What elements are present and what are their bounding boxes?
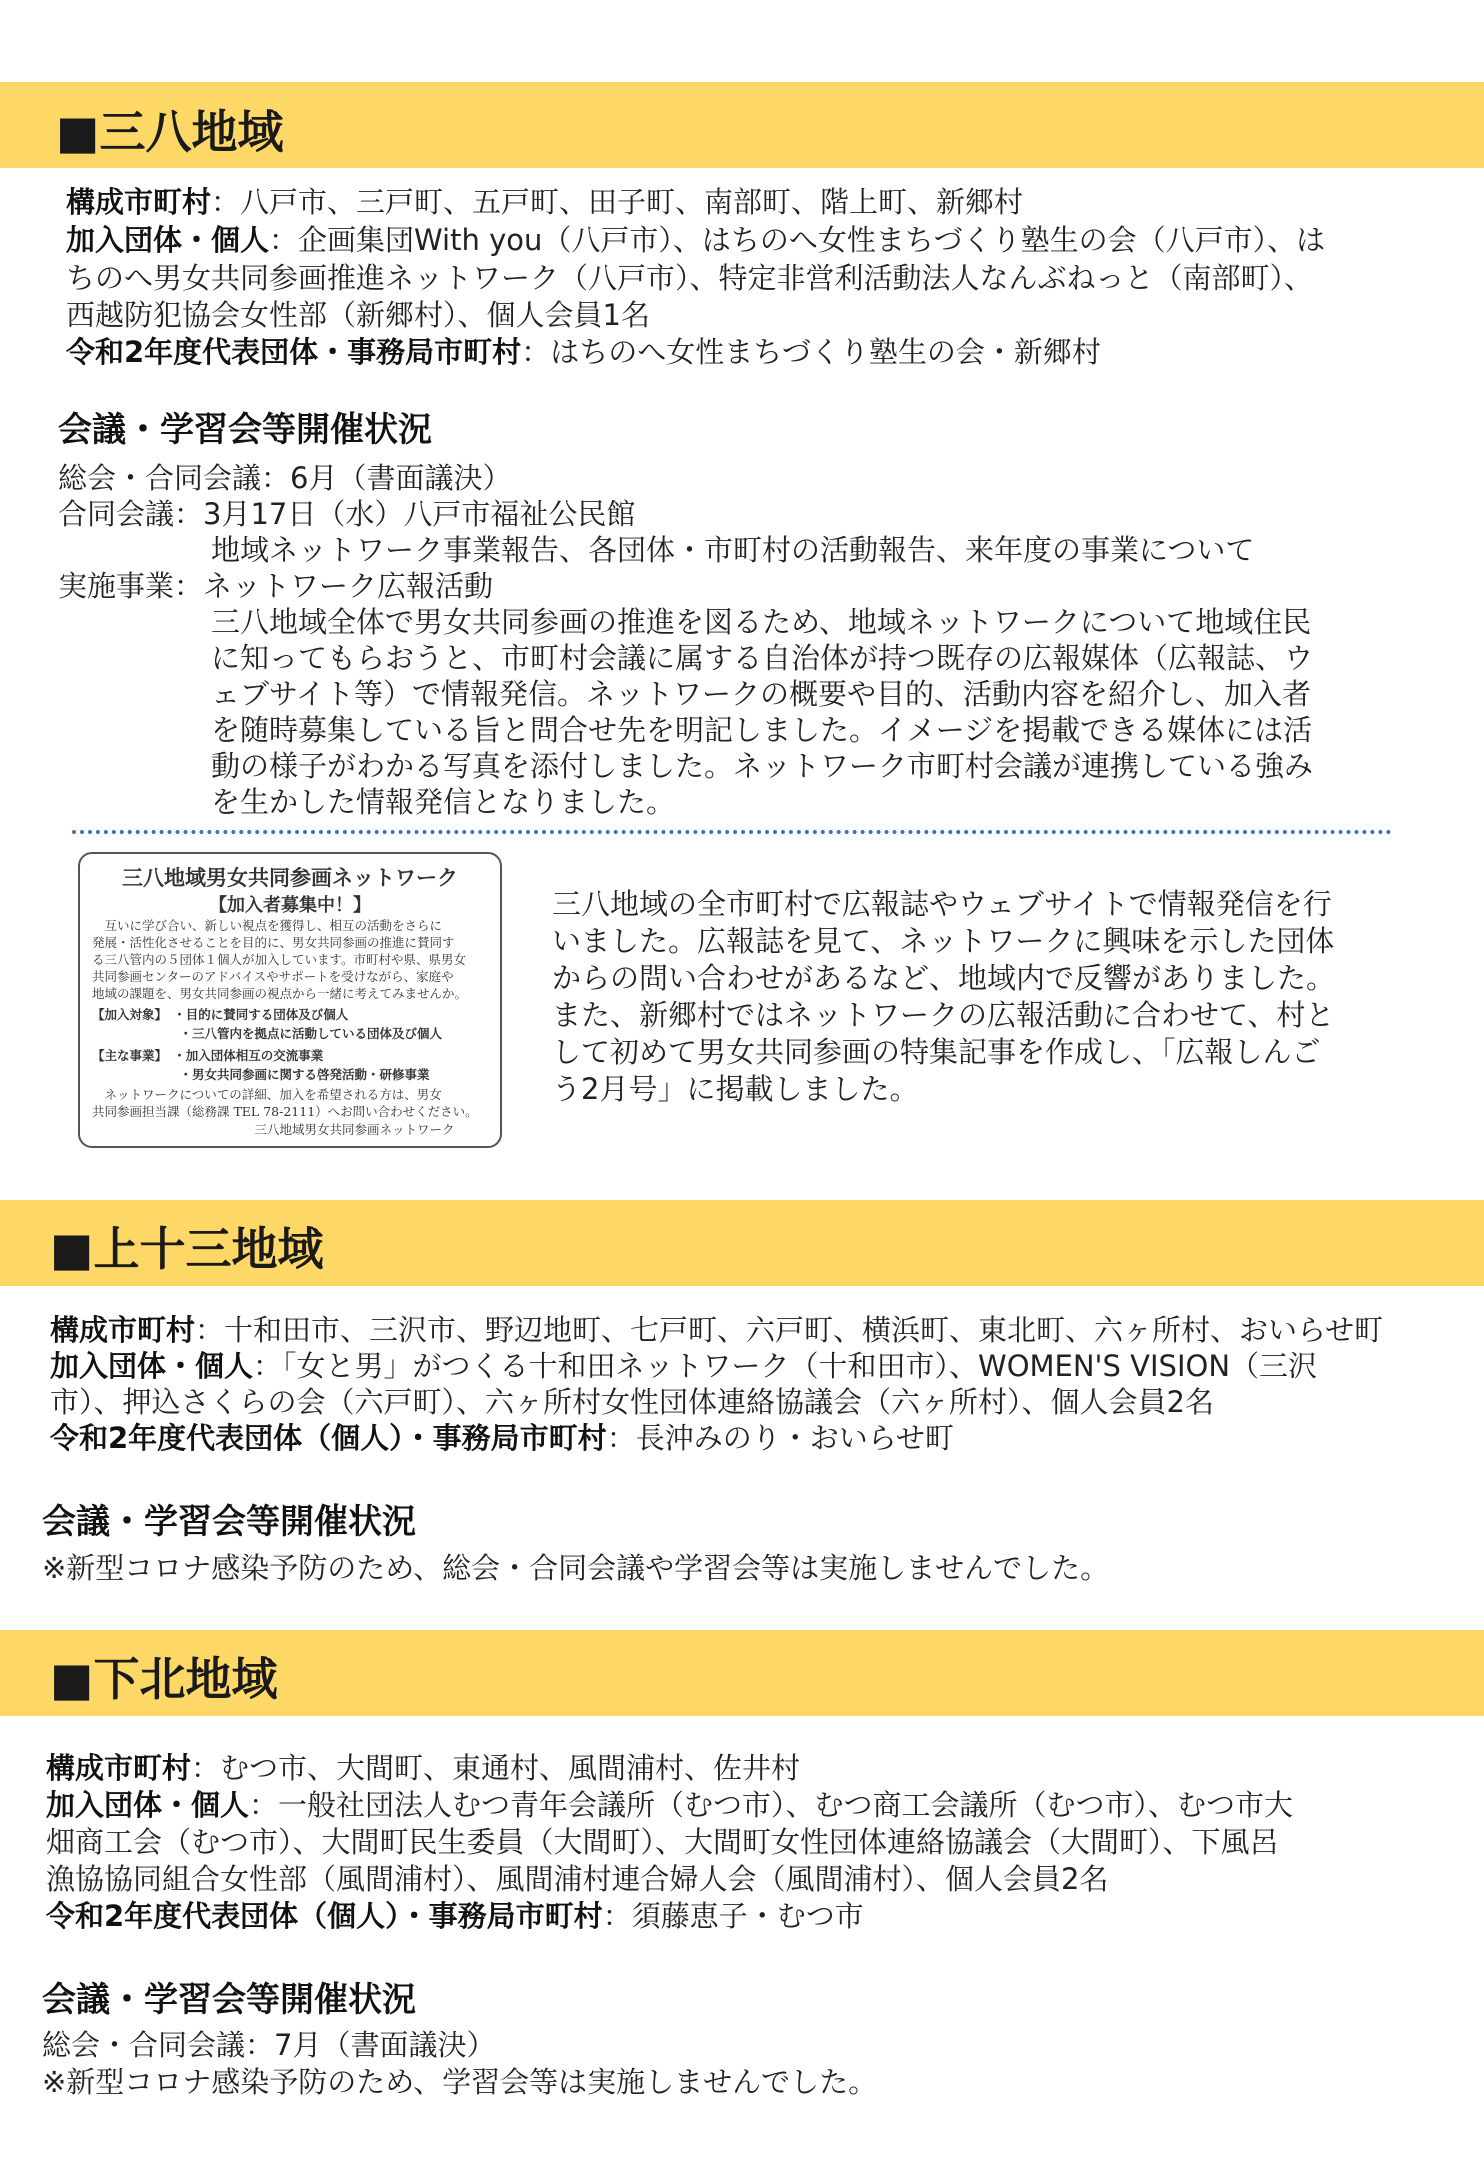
outcome-text-line: いました。広報誌を見て、ネットワークに興味を示した団体 — [552, 924, 1335, 958]
members-label: 構成市町村 — [50, 1313, 196, 1347]
recruitment-flyer-image — [78, 852, 502, 1148]
representative-line — [46, 1897, 864, 1935]
project-body-line: を随時募集している旨と問合せ先を明記しました。イメージを掲載できる媒体には活 — [211, 713, 1313, 747]
members-value: ：十和田市、三沢市、野辺地町、七戸町、六戸町、横浜町、東北町、六ヶ所村、おいらせ町 — [195, 1313, 1384, 1347]
outcome-text-line: からの問い合わせがあるなど、地域内で反響がありました。 — [552, 961, 1336, 995]
meeting-line: 地域ネットワーク事業報告、各団体・市町村の活動報告、来年度の事業について — [211, 533, 1255, 567]
groups-label: 加入団体・個人 — [50, 1349, 254, 1383]
flyer-text-line: る三八管内の５団体１個人が加入しています。市町村や県、県男女 — [92, 952, 467, 967]
project-body-line: ェブサイト等）で情報発信。ネットワークの概要や目的、活動内容を紹介し、加入者 — [211, 677, 1311, 711]
flyer-text-line: 互いに学び合い、新しい視点を獲得し、相互の活動をさらに — [92, 918, 443, 933]
flyer-text-line: ・男女共同参画に関する啓発活動・研修事業 — [92, 1067, 430, 1082]
meeting-heading: 会議・学習会等開催状況 — [42, 1980, 416, 2020]
representative-label: 令和2年度代表団体・事務局市町村 — [66, 335, 522, 369]
representative-value: ：須藤恵子・むつ市 — [602, 1899, 864, 1933]
members-line — [46, 1749, 800, 1787]
section-title-kamijusan: ■上十三地域 — [50, 1222, 324, 1276]
meeting-heading: 会議・学習会等開催状況 — [58, 410, 432, 450]
project-line: 実施事業：ネットワーク広報活動 — [58, 569, 494, 603]
outcome-text-line: また、新郷村ではネットワークの広報活動に合わせて、村と — [552, 998, 1335, 1032]
members-line — [66, 183, 1023, 221]
representative-label: 令和2年度代表団体（個人）・事務局市町村 — [46, 1899, 603, 1933]
groups-line — [46, 1786, 1293, 1824]
meeting-line: 総会・合同会議：6月（書面議決） — [58, 461, 512, 495]
groups-line-2: 市）、押込さくらの会（六戸町）、六ヶ所村女性団体連絡協議会（六ヶ所村）、個人会員2名 — [50, 1385, 1214, 1419]
section-title-shimokita: ■下北地域 — [50, 1652, 278, 1706]
representative-value: ：長沖みのり・おいらせ町 — [606, 1421, 954, 1455]
project-body-line: を生かした情報発信となりました。 — [211, 785, 676, 819]
flyer-text-line: 【加入対象】 ・目的に賛同する団体及び個人 — [92, 1007, 349, 1022]
groups-line-2: 畑商工会（むつ市）、大間町民生委員（大間町）、大間町女性団体連絡協議会（大間町）、下風呂 — [46, 1825, 1279, 1859]
flyer-text-line: ネットワークについての詳細、加入を希望される方は、男女 — [92, 1087, 442, 1102]
groups-label: 加入団体・個人 — [66, 223, 270, 257]
groups-label: 加入団体・個人 — [46, 1788, 250, 1822]
members-value: ：むつ市、大間町、東通村、風間浦村、佐井村 — [191, 1751, 801, 1785]
flyer-text-line: 発展・活性化させることを目的に、男女共同参画の推進に賛同す — [92, 935, 455, 950]
representative-line — [66, 333, 1101, 371]
flyer-text-line: 三八地域男女共同参画ネットワーク — [92, 1122, 455, 1137]
flyer-subtitle: 【加入者募集中！】 — [209, 895, 371, 916]
members-value: ：八戸市、三戸町、五戸町、田子町、南部町、階上町、新郷村 — [211, 185, 1024, 219]
representative-label: 令和2年度代表団体（個人）・事務局市町村 — [50, 1421, 607, 1455]
groups-line-3: 漁協協同組合女性部（風間浦村）、風間浦村連合婦人会（風間浦村）、個人会員2名 — [46, 1862, 1109, 1896]
meeting-line: 合同会議：3月17日（水）八戸市福祉公民館 — [58, 497, 636, 531]
members-line — [50, 1311, 1383, 1349]
dotted-divider — [72, 830, 1392, 834]
representative-value: ：はちのへ女性まちづくり塾生の会・新郷村 — [521, 335, 1101, 369]
meeting-line: ※新型コロナ感染予防のため、学習会等は実施しませんでした。 — [42, 2065, 878, 2099]
members-label: 構成市町村 — [66, 185, 212, 219]
outcome-text-line: して初めて男女共同参画の特集記事を作成し、「広報しんご — [552, 1035, 1321, 1069]
meeting-line: ※新型コロナ感染予防のため、総会・合同会議や学習会等は実施しませんでした。 — [42, 1551, 1110, 1585]
meeting-line: 総会・合同会議：7月（書面議決） — [42, 2028, 496, 2062]
representative-line — [50, 1419, 954, 1457]
members-label: 構成市町村 — [46, 1751, 192, 1785]
flyer-title: 三八地域男女共同参画ネットワーク — [122, 866, 458, 890]
flyer-text-line: 共同参画担当課（総務課 TEL 78-2111）へお問い合わせください。 — [92, 1104, 478, 1119]
meeting-heading: 会議・学習会等開催状況 — [42, 1502, 416, 1542]
groups-line-2: ちのへ男女共同参画推進ネットワーク（八戸市）、特定非営利活動法人なんぶねっと（南部町）、 — [66, 261, 1314, 295]
flyer-text-line: 地域の課題を、男女共同参画の視点から一緒に考えてみませんか。 — [92, 986, 468, 1001]
groups-line — [66, 221, 1325, 259]
flyer-text-line: ・三八管内を拠点に活動している団体及び個人 — [92, 1026, 443, 1041]
project-body-line: 動の様子がわかる写真を添付しました。ネットワーク市町村会議が連携している強み — [211, 749, 1314, 783]
groups-value: ：企画集団With you（八戸市）、はちのへ女性まちづくり塾生の会（八戸市）、は — [269, 223, 1326, 257]
project-body-line: に知ってもらおうと、市町村会議に属する自治体が持つ既存の広報媒体（広報誌、ウ — [211, 641, 1314, 675]
section-title-sanpachi: ■三八地域 — [56, 105, 284, 159]
flyer-text-line: 【主な事業】 ・加入団体相互の交流事業 — [92, 1048, 324, 1063]
outcome-text-line: 三八地域の全市町村で広報誌やウェブサイトで情報発信を行 — [552, 887, 1332, 921]
outcome-text-line: う2月号」に掲載しました。 — [552, 1072, 919, 1106]
groups-value: ：一般社団法人むつ青年会議所（むつ市）、むつ商工会議所（むつ市）、むつ市大 — [249, 1788, 1294, 1822]
project-body-line: 三八地域全体で男女共同参画の推進を図るため、地域ネットワークについて地域住民 — [211, 605, 1312, 639]
groups-line — [50, 1347, 1317, 1385]
groups-line-3: 西越防犯協会女性部（新郷村）、個人会員1名 — [66, 298, 650, 332]
groups-value: ：「女と男」がつくる十和田ネットワーク（十和田市）、WOMEN'S VISION（三沢 — [253, 1349, 1318, 1383]
flyer-text-line: 共同参画センターのアドバイスやサポートを受けながら、家庭や — [92, 969, 454, 984]
